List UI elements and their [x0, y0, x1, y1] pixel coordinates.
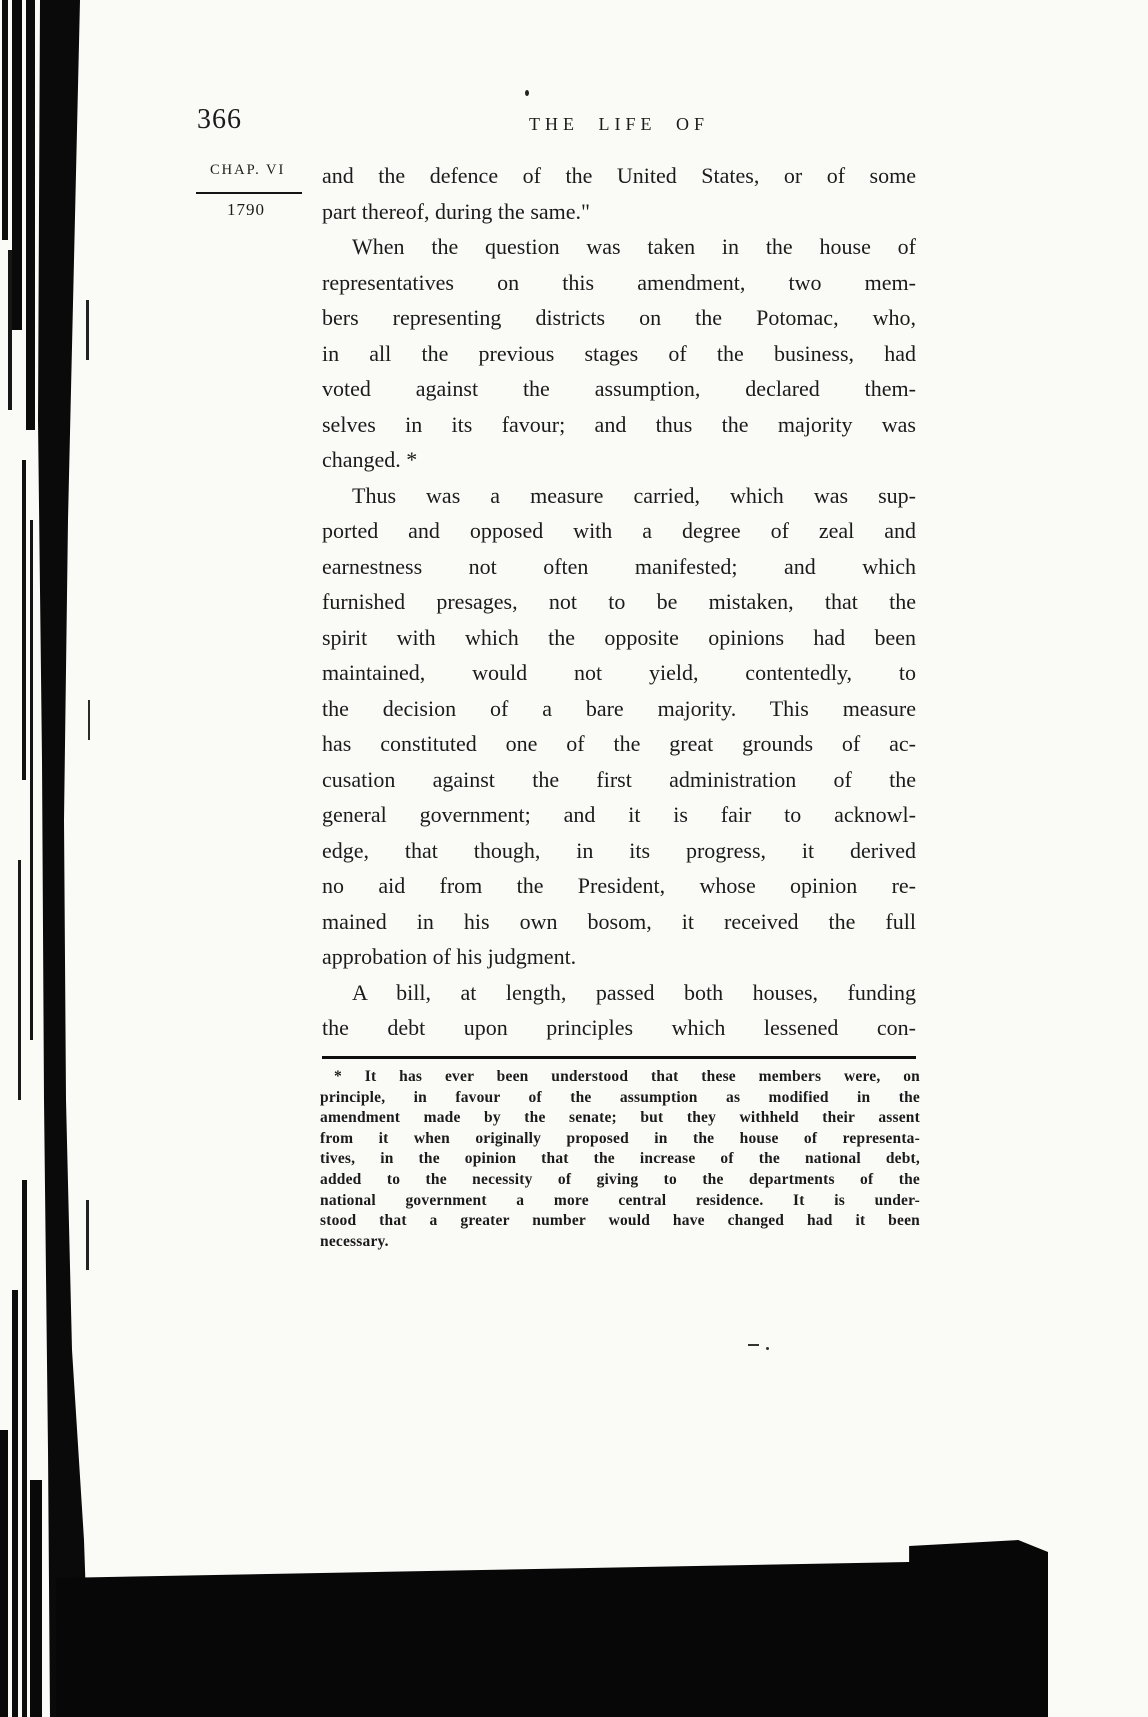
text-line: principle, in favour of the assumption as modified in the [320, 1088, 920, 1106]
text-line: When the question was taken in the house of [352, 234, 916, 259]
scan-speck [766, 1347, 769, 1350]
scan-gutter-artifact [0, 0, 110, 1717]
text-line: Thus was a measure carried, which was sup- [352, 482, 916, 508]
text-line: earnestness not often manifested; and which [322, 553, 916, 579]
text-line: representatives on this amendment, two mem- [322, 269, 916, 295]
text-line: amendment made by the senate; but they withheld their assent [320, 1109, 920, 1127]
text-line: general government; and it is fair to acknowl- [322, 802, 916, 827]
text-line: national government a more central residence. It is under- [320, 1191, 920, 1209]
text-line: from it when originally proposed in the house of representa- [320, 1129, 920, 1147]
text-line: selves in its favour; and thus the majority was [322, 411, 916, 437]
text-line: tives, in the opinion that the increase of the national debt, [320, 1150, 920, 1168]
text-line: stood that a greater number would have changed had it been [320, 1212, 920, 1230]
text-line: and the defence of the United States, or of some [322, 163, 916, 188]
margin-year-label: 1790 [227, 200, 265, 219]
footnote-rule [322, 1056, 916, 1059]
text-line: maintained, would not yield, contentedly, to [322, 660, 916, 685]
text-line: no aid from the President, whose opinion re- [322, 873, 916, 898]
text-line: * It has ever been understood that these members were, on [334, 1068, 920, 1085]
margin-rule [196, 192, 302, 194]
scan-speck [525, 90, 529, 96]
scan-bottom-artifact [56, 1540, 1048, 1717]
text-line: the debt upon principles which lessened con- [322, 1015, 916, 1040]
text-line: in all the previous stages of the business, had [322, 340, 916, 366]
margin-chapter-label: CHAP. VI [210, 162, 286, 178]
page-number: 366 [197, 104, 242, 135]
text-line: changed. * [322, 447, 418, 472]
text-line: bers representing districts on the Potomac, who, [322, 305, 916, 330]
text-line: spirit with which the opposite opinions had been [322, 624, 916, 650]
text-line: added to the necessity of giving to the departments of the [320, 1170, 920, 1188]
running-header: THE LIFE OF [529, 114, 709, 134]
text-line: the decision of a bare majority. This measure [322, 695, 916, 721]
text-line: A bill, at length, passed both houses, funding [352, 979, 916, 1005]
text-line: part thereof, during the same." [322, 198, 590, 224]
text-line: has constituted one of the great grounds of ac- [322, 731, 916, 756]
text-line: ported and opposed with a degree of zeal and [322, 518, 916, 543]
text-line: furnished presages, not to be mistaken, that the [322, 589, 916, 614]
text-line: necessary. [320, 1232, 389, 1250]
body-text [322, 158, 916, 1046]
scan-speck [748, 1344, 759, 1346]
footnote-text [320, 1067, 920, 1252]
text-line: mained in his own bosom, it received the full [322, 908, 916, 934]
text-line: cusation against the first administration of the [322, 766, 916, 792]
text-line: approbation of his judgment. [322, 944, 577, 969]
text-line: voted against the assumption, declared them- [322, 376, 916, 401]
text-line: edge, that though, in its progress, it derived [322, 837, 916, 863]
